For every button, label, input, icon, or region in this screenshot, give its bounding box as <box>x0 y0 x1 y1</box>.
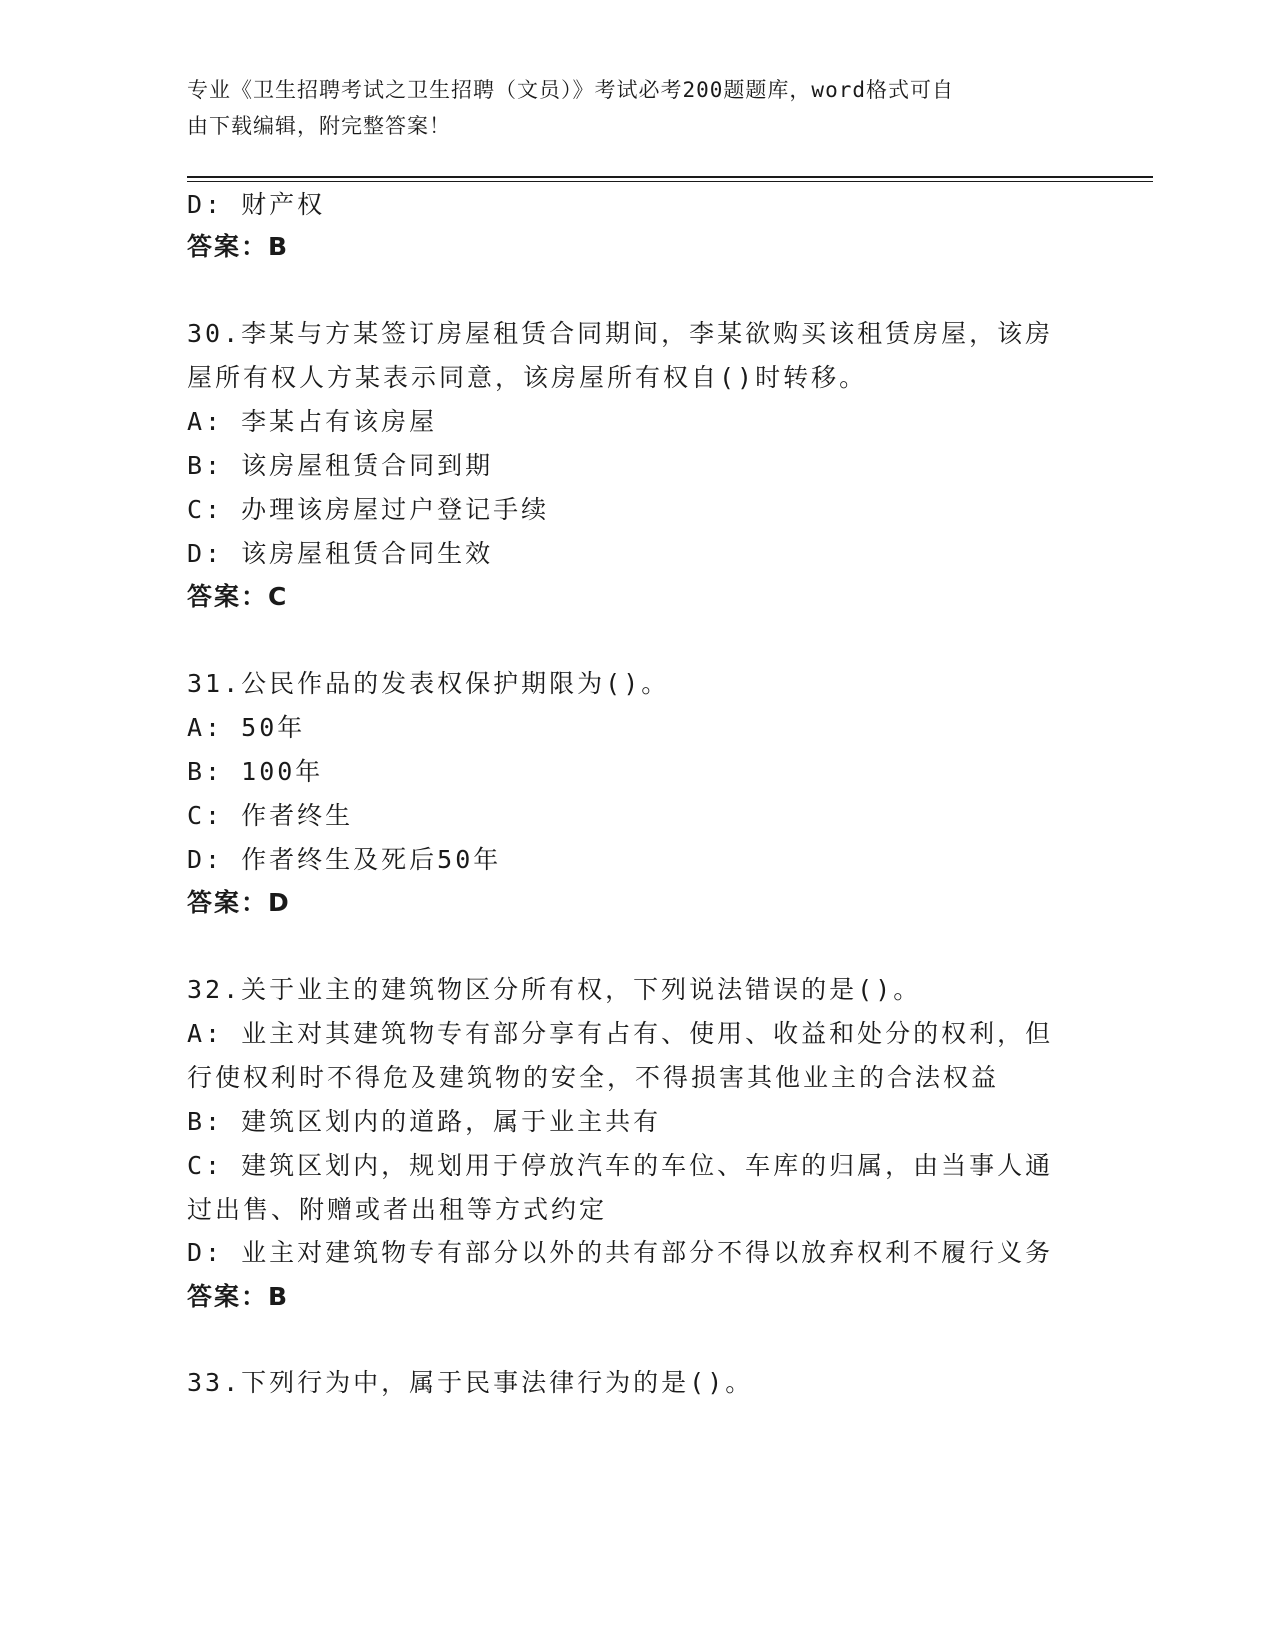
question-line: 31.公民作品的发表权保护期限为()。 <box>187 669 670 698</box>
question-line: 屋所有权人方某表示同意，该房屋所有权自()时转移。 <box>187 363 868 392</box>
question-line: A: 50年 <box>187 713 306 742</box>
question-line: 30.李某与方某签订房屋租赁合同期间，李某欲购买该租赁房屋，该房 <box>187 319 1054 348</box>
question-line: 32.关于业主的建筑物区分所有权，下列说法错误的是()。 <box>187 975 922 1004</box>
question-line: 行使权利时不得危及建筑物的安全，不得损害其他业主的合法权益 <box>187 1063 1000 1092</box>
question-line: B: 建筑区划内的道路，属于业主共有 <box>187 1107 662 1136</box>
question-line: A: 业主对其建筑物专有部分享有占有、使用、收益和处分的权利，但 <box>187 1019 1054 1048</box>
question-line: A: 李某占有该房屋 <box>187 407 438 436</box>
question-line: D: 作者终生及死后50年 <box>187 845 502 874</box>
header-line-2: 由下载编辑，附完整答案！ <box>187 114 451 138</box>
question-line: B: 该房屋租赁合同到期 <box>187 451 494 480</box>
question-line: D: 财产权 <box>187 190 326 219</box>
header-divider-thin <box>187 181 1153 182</box>
answer-line: 答案：B <box>187 232 290 261</box>
question-line: C: 建筑区划内，规划用于停放汽车的车位、车库的归属，由当事人通 <box>187 1151 1054 1180</box>
question-line: 33.下列行为中，属于民事法律行为的是()。 <box>187 1368 754 1397</box>
header-divider-thick <box>187 176 1153 178</box>
document-header <box>187 72 1067 144</box>
question-line: D: 业主对建筑物专有部分以外的共有部分不得以放弃权利不履行义务 <box>187 1238 1054 1267</box>
question-line: C: 作者终生 <box>187 801 354 830</box>
question-line: C: 办理该房屋过户登记手续 <box>187 495 550 524</box>
answer-line: 答案：C <box>187 582 289 611</box>
question-line: D: 该房屋租赁合同生效 <box>187 539 494 568</box>
header-line-1: 专业《卫生招聘考试之卫生招聘（文员）》考试必考200题题库，word格式可自 <box>187 78 954 102</box>
answer-line: 答案：B <box>187 1282 290 1311</box>
question-line: 过出售、附赠或者出租等方式约定 <box>187 1195 608 1224</box>
question-line: B: 100年 <box>187 757 324 786</box>
answer-line: 答案：D <box>187 888 291 917</box>
